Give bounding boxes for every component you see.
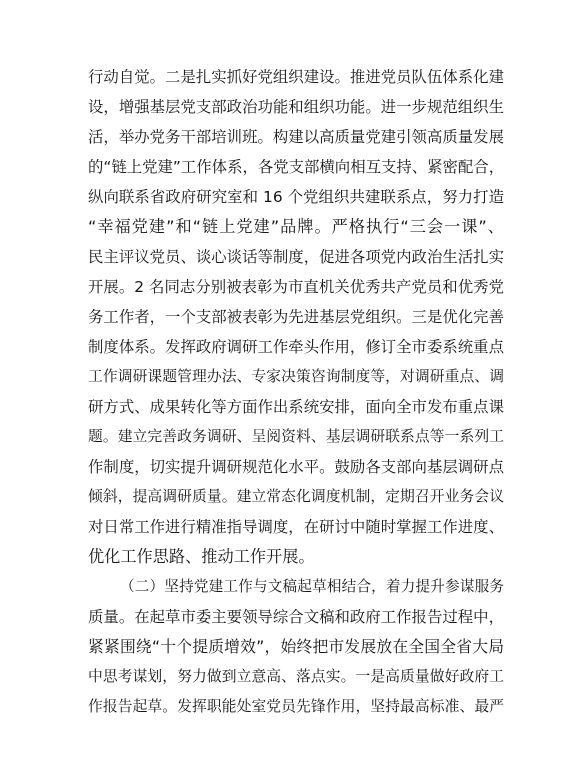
body-text-line: 务工作者，一个支部被表彰为先进基层党组织。三是优化完善 [88,308,504,326]
body-text-line: 民主评议党员、谈心谈话等制度，促进各项党内政治生活扎实 [88,248,504,266]
body-text-line: “幸福党建”和“链上党建”品牌。严格执行“三会一课”、 [88,217,504,236]
section-heading-line: （二）坚持党建工作与文稿起草相结合，着力提升参谋服务 [120,578,504,595]
body-text-line: 制度体系。发挥政府调研工作牵头作用，修订全市委系统重点 [88,338,504,356]
body-text-line: 工作调研课题管理办法、专家决策咨询制度等，对调研重点、调 [88,368,504,385]
body-text-line: 的“链上党建”工作体系，各党支部横向相互支持、紧密配合， [88,158,504,176]
body-text-line: 设，增强基层党支部政治功能和组织功能。进一步规范组织生 [88,98,504,116]
body-text-line: 对日常工作进行精准指导调度，在研讨中随时掌握工作进度、 [88,518,504,536]
body-text-line: 作报告起草。发挥职能处室党员先锋作用，坚持最高标准、最严 [88,698,504,715]
body-text-line: 中思考谋划，努力做到立意高、落点实。一是高质量做好政府工 [88,668,504,685]
body-text-line: 倾斜，提高调研质量。建立常态化调度机制，定期召开业务会议 [88,488,504,505]
body-text-line: 优化工作思路、推动工作开展。 [88,547,315,566]
body-text-line: 作制度，切实提升调研规范化水平。鼓励各支部向基层调研点 [88,458,504,476]
body-text-line: 紧紧围绕“十个提质增效”，始终把市发展放在全国全省大局 [88,637,504,656]
body-text-line: 行动自觉。二是扎实抓好党组织建设。推进党员队伍体系化建 [88,68,504,86]
body-text-line: 活，举办党务干部培训班。构建以高质量党建引领高质量发展 [88,128,504,146]
body-text-line: 质量。在起草市委主要领导综合文稿和政府工作报告过程中， [88,608,504,626]
body-text-line: 研方式、成果转化等方面作出系统安排，面向全市发布重点课 [88,398,504,416]
body-text-line: 开展。2 名同志分别被表彰为市直机关优秀共产党员和优秀党 [88,278,504,296]
body-text-line: 纵向联系省政府研究室和 16 个党组织共建联系点，努力打造 [88,188,504,206]
body-text-line: 题。建立完善政务调研、呈阅资料、基层调研联系点等一系列工 [88,428,504,445]
